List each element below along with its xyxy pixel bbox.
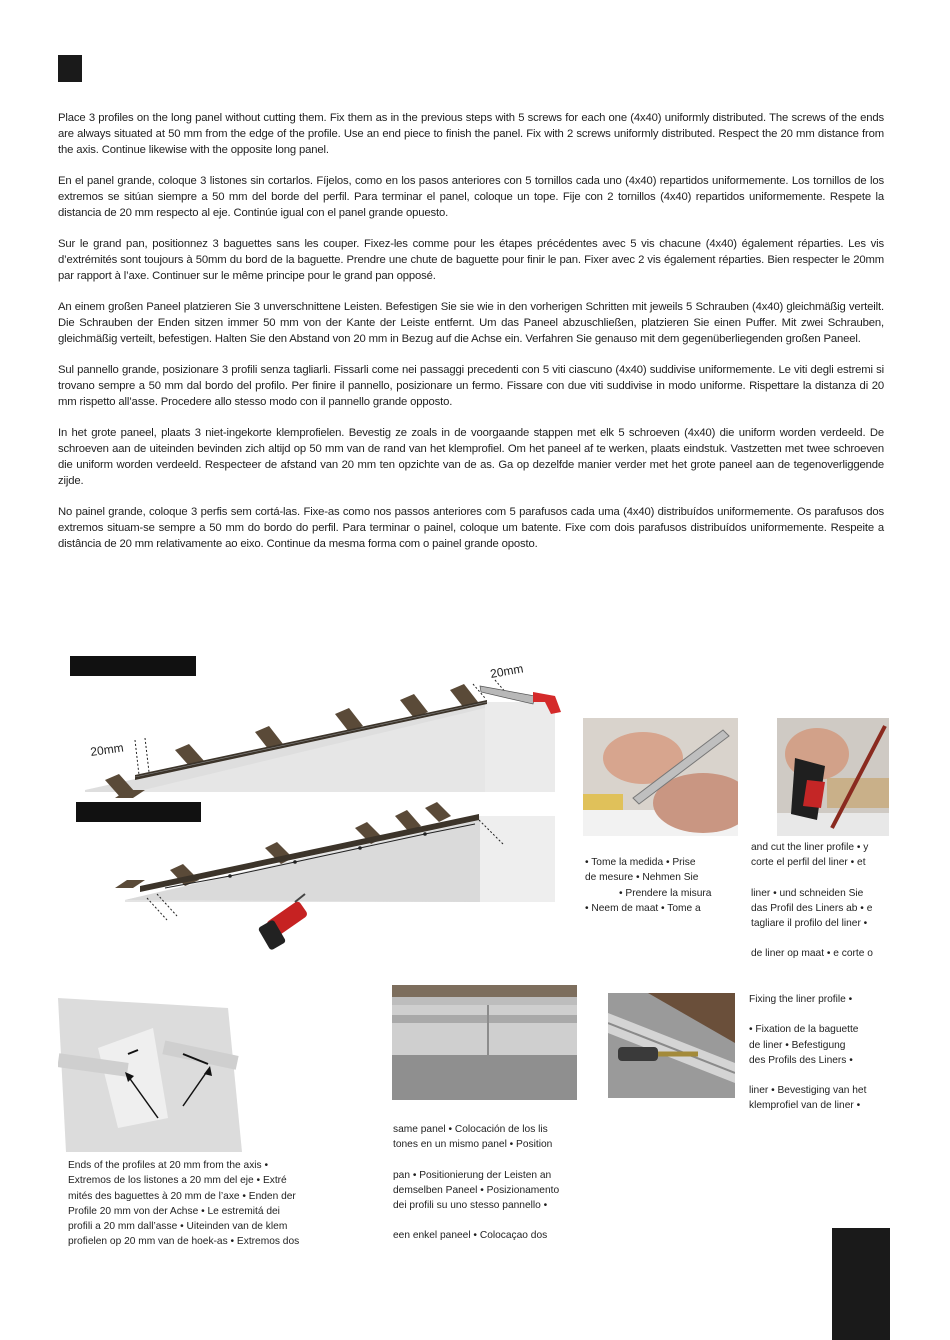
photo-profile-ends [58, 998, 242, 1152]
photo-measuring [583, 718, 738, 836]
paragraph-it: Sul pannello grande, posizionare 3 profili senza tagliarli. Fissarli come nei passaggi precedenti con 5 viti ciascuno (4x40) suddivise uniformemente. Le viti degli estremi si trovano sempre a 50 mm dal bordo del profilo. Per finire il pannello, posizionare un fermo. Fissare con due viti suddivise in modo uniforme. Rispettare la distanza di 20 mm rispetto all’asse. Procedere allo stesso modo con il pannello grande opposto. [58, 364, 884, 408]
dim-label-top-right: 20mm [489, 661, 525, 681]
dim-label-left: 20mm [89, 740, 125, 759]
caption-measure: • Tome la medida • Prise de mesure • Nehmen Sie • Prendere la misura • Neem de maat • Tome a [585, 857, 712, 914]
photo-cutting [777, 718, 889, 836]
step-marker [58, 55, 82, 82]
lower-panel-illustration [115, 802, 555, 951]
instruction-text [58, 110, 884, 567]
page-tab [832, 1228, 890, 1340]
label-bar-top [70, 656, 196, 676]
upper-panel-illustration [85, 661, 561, 798]
drill-icon [258, 894, 309, 951]
photo-same-panel [392, 985, 577, 1100]
paragraph-de: An einem großen Paneel platzieren Sie 3 unverschnittene Leisten. Befestigen Sie sie wie in den vorherigen Schritten mit jeweils 5 Schrauben (4x40) gleichmäßig verteilt. Die Schrauben der Enden sitzen immer 50 mm von der Kante der Leiste entfernt. Um das Paneel abzuschließen, platzieren Sie einen Puffer. Mit zwei Schrauben, gleichmäßig verteilt, befestigen. Halten Sie den Abstand von 20 mm in Bezug auf die Achse ein. Verfahren Sie genauso mit dem gegenüberliegenden großen Paneel. [58, 301, 884, 345]
paragraph-fr: Sur le grand pan, positionnez 3 baguettes sans les couper. Fixez-les comme pour les étapes précédentes avec 5 vis chacune (4x40) également réparties. Les vis d’extrémités sont toujours à 50mm du bord de la baguette. Prendre une chute de baguette pour finir le pan. Fixer avec 2 vis également réparties. Bien respecter le 20mm par rapport à l’axe. Continuer sur le même principe pour le grand pan opposé. [58, 238, 884, 282]
label-bar-bottom [76, 802, 201, 822]
photo-fixing [608, 993, 735, 1098]
caption-ends: Ends of the profiles at 20 mm from the axis • Extremos de los listones a 20 mm del eje • Extré mités des baguettes à 20 mm de l’axe • Enden der Profile 20 mm von der Achse • Le estremitá dei profili a 20 mm dall’asse • Uiteinden van de klem profielen op 20 mm van de hoek-as • Extremos dos [68, 1160, 300, 1248]
caption-same-panel: same panel • Colocación de los lis tones en un mismo panel • Position pan • Positionierung der Leisten an demselben Paneel • Posizionamento dei profili su uno stesso pannello • een enkel paneel • Colocaçao dos [393, 1124, 560, 1242]
assembly-diagram [55, 640, 575, 960]
paragraph-pt: No painel grande, coloque 3 perfis sem cortá-las. Fixe-as como nos passos anteriores com 5 parafusos cada uma (4x40) distribuídos uniformemente. Os parafusos dos extremos situam-se sempre a 50 mm do bordo do perfil. Para terminar o painel, coloque um batente. Fixe com dois parafusos distribuídos uniformemente. Respeite a distância de 20 mm relativamente ao eixo. Continue da mesma forma com o painel grande oposto. [58, 506, 884, 550]
paragraph-nl: In het grote paneel, plaats 3 niet-ingekorte klemprofielen. Bevestig ze zoals in de voorgaande stappen met elk 5 schroeven (4x40) die uniform worden verdeeld. De schroeven aan de uiteinden bevinden zich altijd op 50 mm van de rand van het klemprofiel. Om het paneel af te werken, plaats eindstuk. Vastzetten met twee schroeven die uniform worden verdeeld. Respecteer de afstand van 20 mm ten opzichte van de as. Ga op dezelfde manier verder met het grote paneel aan de tegenoverliggende zijde. [58, 427, 884, 487]
caption-fixing: Fixing the liner profile • • Fixation de la baguette de liner • Befestigung des Profils des Liners • liner • Bevestiging van het klemprofiel van de liner • [749, 994, 867, 1112]
paragraph-en: Place 3 profiles on the long panel without cutting them. Fix them as in the previous steps with 5 screws for each one (4x40) uniformly distributed. The screws of the ends are always situated at 50 mm from the edge of the profile. Use an end piece to finish the panel. Fix with 2 screws uniformly distributed. Respect the 20 mm distance from the axis. Continue likewise with the opposite long panel. [58, 112, 884, 156]
caption-cut: and cut the liner profile • y corte el perfil del liner • et liner • und schneiden Sie das Profil des Liners ab • e tagliare il profilo del liner • de liner op maat • e corte o [751, 842, 873, 960]
paragraph-es: En el panel grande, coloque 3 listones sin cortarlos. Fíjelos, como en los pasos anteriores con 5 tornillos cada uno (4x40) repartidos uniformemente. Los tornillos de los extremos se sitúan siempre a 50 mm del borde del perfil. Para terminar el panel, coloque un tope. Fije con 2 tornillos (4x40) repartidos uniformemente. Respete la distancia de 20 mm respecto al eje. Continúe igual con el panel grande opuesto. [58, 175, 884, 219]
